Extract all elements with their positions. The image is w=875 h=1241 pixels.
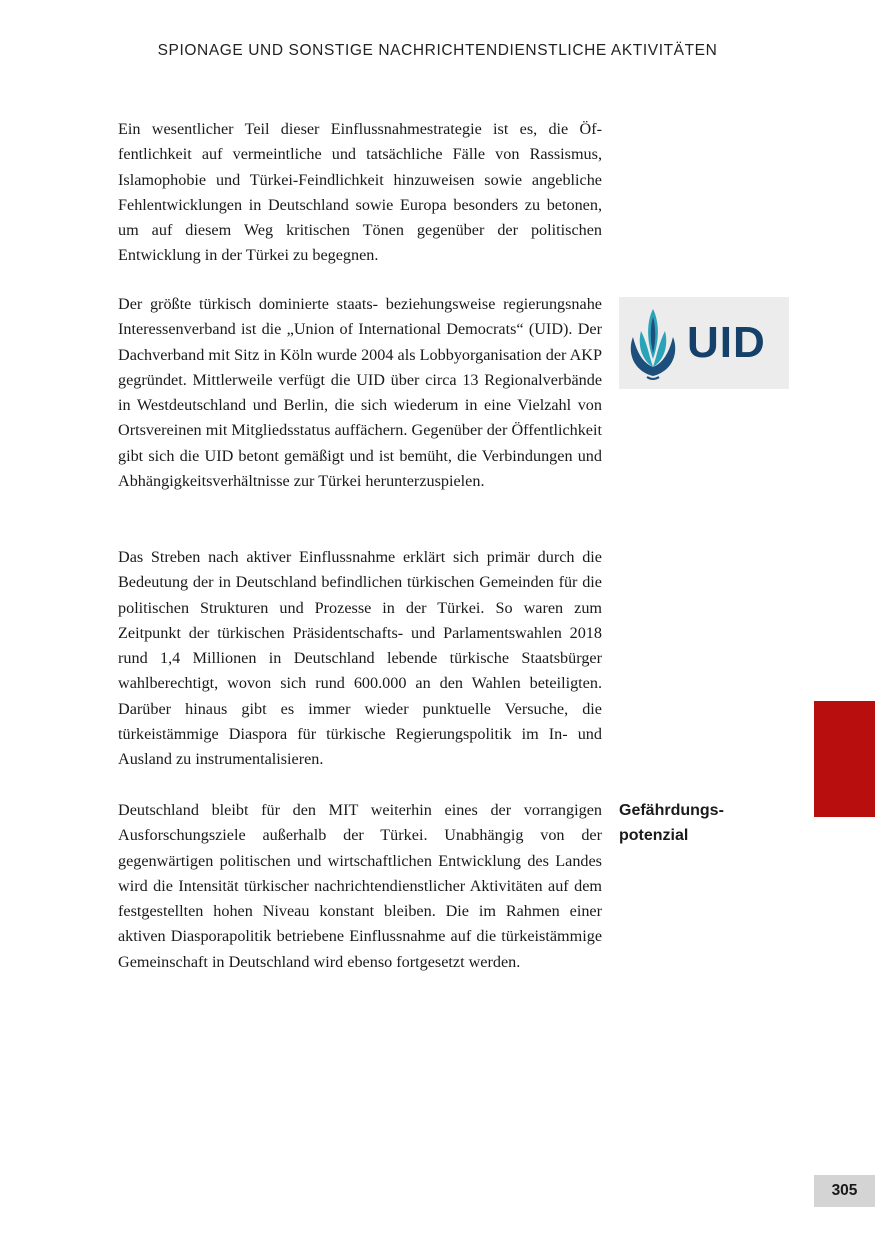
page-number: 305 [814,1175,875,1207]
margin-heading-text: Gefährdungs- potenzial [619,802,724,844]
paragraph-influence-strategy: Ein wesentlicher Teil dieser Einflussnahmestrategie ist es, die Öffentlichkeit auf vermeintliche und tatsächliche Fälle von Rassismus, Islamophobie und Türkei-Feindlichkeit hinzuweisen sowie angebliche Fehlentwicklungen in Deutschland sowie Europa besonders zu betonen, um auf diesem Weg kritischen Tönen gegenüber der politischen Entwicklung in der Türkei zu begegnen. [118,120,602,265]
uid-logo-text: UID [687,318,766,367]
uid-logo [619,297,789,389]
margin-heading [619,798,759,848]
section-marker-tab [814,701,875,817]
paragraph-uid: Der größte türkisch dominierte staats- beziehungsweise regierungsnahe Interessenverband ist die „Union of International Democrats“ (UID). Der Dachverband mit Sitz in Köln wurde 2004 als Lobbyorganisation der AKP gegründet. Mittlerweile verfügt die UID über circa 13 Regionalverbände in Westdeutschland und Berlin, die sich wiederum in eine Vielzahl von Ortsvereinen mit Mitgliedsstatus auffächern. Gegenüber der Öffentlichkeit gibt sich die UID betont gemäßigt und ist bemüht, die Verbindungen und Abhängigkeitsverhältnisse zur Türkei herunterzuspielen. [118,295,602,491]
paragraph-elections: Das Streben nach aktiver Einflussnahme erklärt sich primär durch die Bedeutung der in Deutschland befindlichen türkischen Gemeinden für die politischen Strukturen und Prozesse in der Türkei. So waren zum Zeitpunkt der türkischen Präsidentschafts- und Parlamentswahlen 2018 rund 1,4 Millionen in Deutschland lebende türkische Staatsbürger wahlberechtigt, wovon sich rund 600.000 an den Wahlen beteiligten. Darüber hinaus gibt es immer wieder punktuelle Versuche, die türkeistämmige Diaspora für türkische Regierungspolitik im In- und Ausland zu instrumentalisieren. [118,548,602,769]
tulip-icon [619,297,689,389]
running-header: SPIONAGE UND SONSTIGE NACHRICHTENDIENSTLICHE AKTIVITÄTEN [157,42,718,59]
paragraph-threat-potential: Deutschland bleibt für den MIT weiterhin eines der vorrangigen Ausforschungsziele außerhalb der Türkei. Unabhängig von der gegenwärtigen politischen und wirtschaftlichen Entwicklung des Landes wird die Intensität türkischer nachrichtendienstlicher Aktivitäten auf dem festgestellten hohen Niveau konstant bleiben. Die im Rahmen einer aktiven Diasporapolitik betriebene Einflussnahme auf die türkeistämmige Gemeinschaft in Deutschland wird ebenso fortgesetzt werden. [118,801,602,971]
